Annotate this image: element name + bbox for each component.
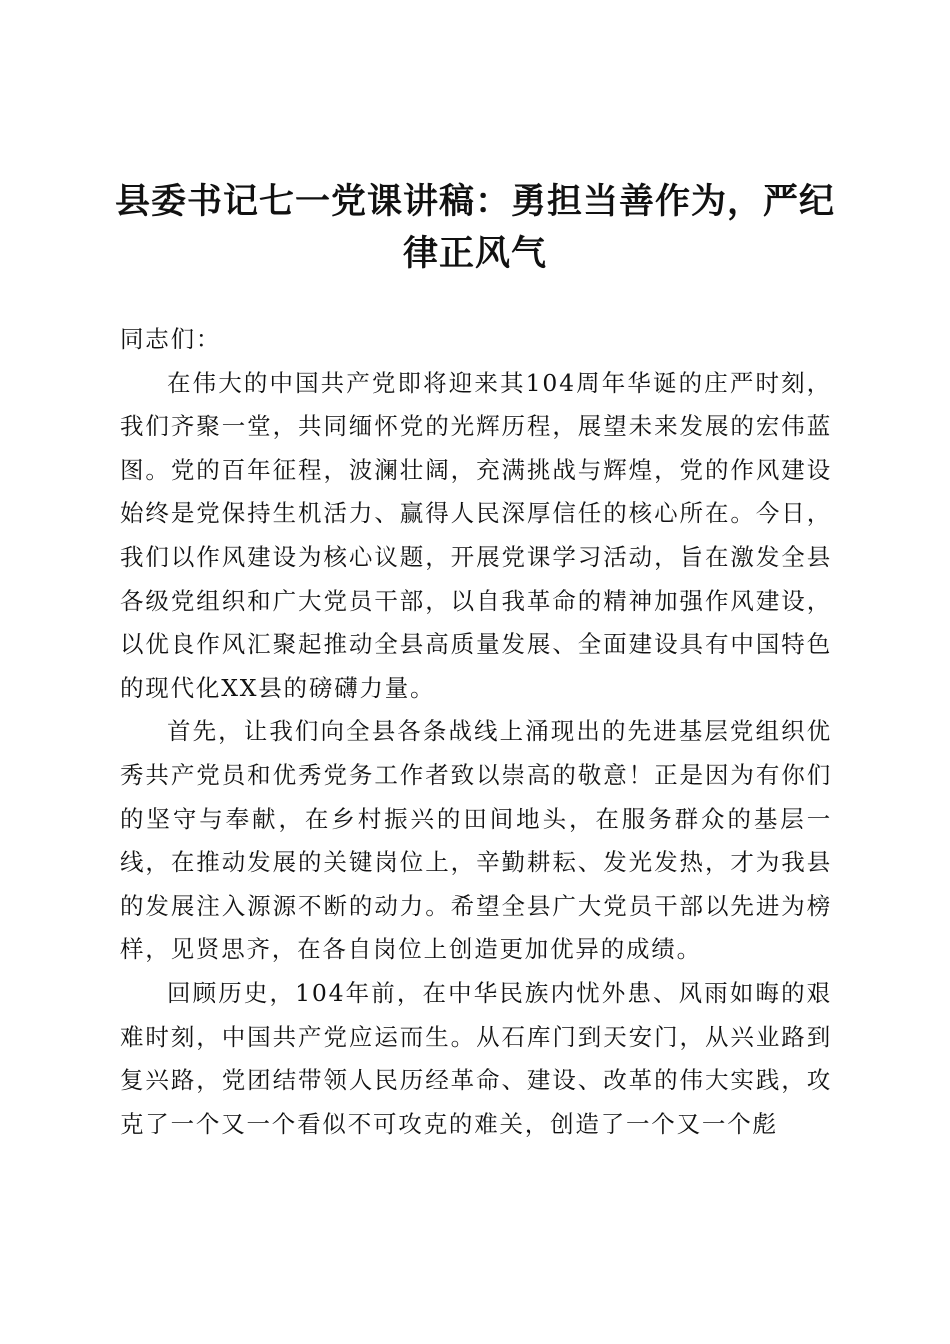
document-body — [120, 318, 832, 1146]
paragraph-3: 回顾历史，104年前，在中华民族内忧外患、风雨如晦的艰难时刻，中国共产党应运而生。从石库门到天安门，从兴业路到复兴路，党团结带领人民历经革命、建设、改革的伟大实践，攻克了一个又一个看似不可攻克的难关，创造了一个又一个彪 — [120, 978, 832, 1138]
paragraph-2: 首先，让我们向全县各条战线上涌现出的先进基层党组织优秀共产党员和优秀党务工作者致以崇高的敬意！正是因为有你们的坚守与奉献，在乡村振兴的田间地头，在服务群众的基层一线，在推动发展的关键岗位上，辛勤耕耘、发光发热，才为我县的发展注入源源不断的动力。希望全县广大党员干部以先进为榜样，见贤思齐，在各自岗位上创造更加优异的成绩。 — [120, 717, 832, 964]
salutation: 同志们： — [120, 325, 222, 353]
document-title: 县委书记七一党课讲稿：勇担当善作为，严纪律正风气 — [114, 181, 835, 274]
paragraph-1: 在伟大的中国共产党即将迎来其104周年华诞的庄严时刻，我们齐聚一堂，共同缅怀党的光辉历程，展望未来发展的宏伟蓝图。党的百年征程，波澜壮阔，充满挑战与辉煌，党的作风建设始终是党保持生机活力、赢得人民深厚信任的核心所在。今日，我们以作风建设为核心议题，开展党课学习活动，旨在激发全县各级党组织和广大党员干部，以自我革命的精神加强作风建设，以优良作风汇聚起推动全县高质量发展、全面建设具有中国特色的现代化XX县的磅礴力量。 — [120, 368, 832, 702]
